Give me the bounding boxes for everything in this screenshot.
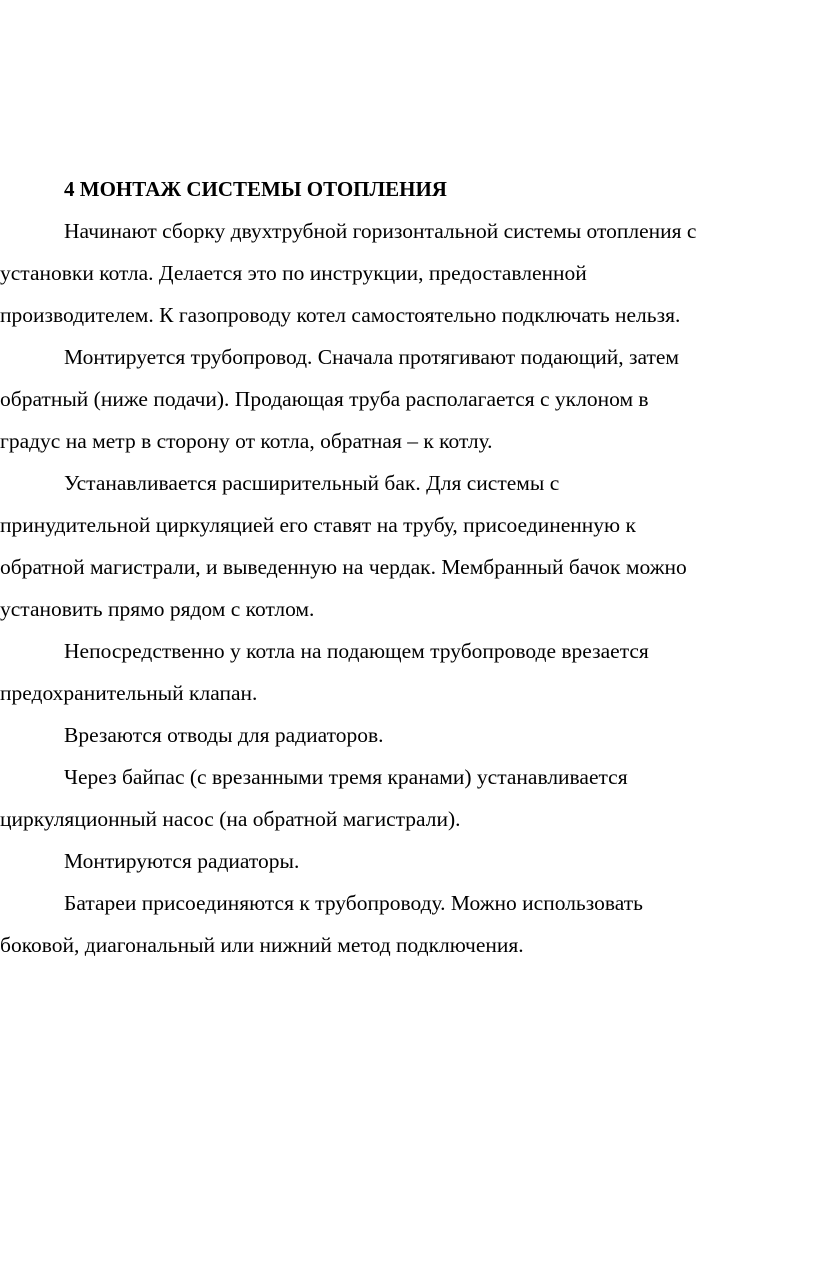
paragraph-boiler-installation [0, 210, 816, 336]
paragraph-line: Монтируются радиаторы. [64, 849, 300, 873]
paragraph-line: градус на метр в сторону от котла, обратная – к котлу. [0, 429, 493, 453]
paragraph-line: циркуляционный насос (на обратной магистрали). [0, 807, 461, 831]
paragraph-line: установить прямо рядом с котлом. [0, 597, 315, 621]
paragraph-line: Батареи присоединяются к трубопроводу. Можно использовать [64, 891, 643, 915]
document-page [0, 168, 816, 966]
paragraph-line: обратной магистрали, и выведенную на чердак. Мембранный бачок можно [0, 555, 687, 579]
paragraph-line: Монтируется трубопровод. Сначала протягивают подающий, затем [64, 345, 680, 369]
section-heading: 4 МОНТАЖ СИСТЕМЫ ОТОПЛЕНИЯ [64, 177, 447, 201]
paragraph-line: Начинают сборку двухтрубной горизонтальной системы отопления с [64, 219, 697, 243]
paragraph-line: установки котла. Делается это по инструкции, предоставленной [0, 261, 587, 285]
paragraph-line: Врезаются отводы для радиаторов. [64, 723, 384, 747]
paragraph-line: Устанавливается расширительный бак. Для системы с [64, 471, 560, 495]
paragraph-battery-connection [0, 882, 816, 966]
paragraph-line: предохранительный клапан. [0, 681, 258, 705]
paragraph-line: Через байпас (с врезанными тремя кранами) устанавливается [64, 765, 628, 789]
paragraph-circulation-pump [0, 756, 816, 840]
paragraph-expansion-tank [0, 462, 816, 630]
paragraph-radiators [0, 840, 816, 882]
paragraph-line: обратный (ниже подачи). Продающая труба располагается с уклоном в [0, 387, 649, 411]
paragraph-line: Непосредственно у котла на подающем трубопроводе врезается [64, 639, 649, 663]
paragraph-line: производителем. К газопроводу котел самостоятельно подключать нельзя. [0, 303, 681, 327]
paragraph-line: боковой, диагональный или нижний метод подключения. [0, 933, 524, 957]
paragraph-line: принудительной циркуляцией его ставят на трубу, присоединенную к [0, 513, 636, 537]
paragraph-radiator-taps [0, 714, 816, 756]
paragraph-safety-valve [0, 630, 816, 714]
paragraph-pipeline [0, 336, 816, 462]
